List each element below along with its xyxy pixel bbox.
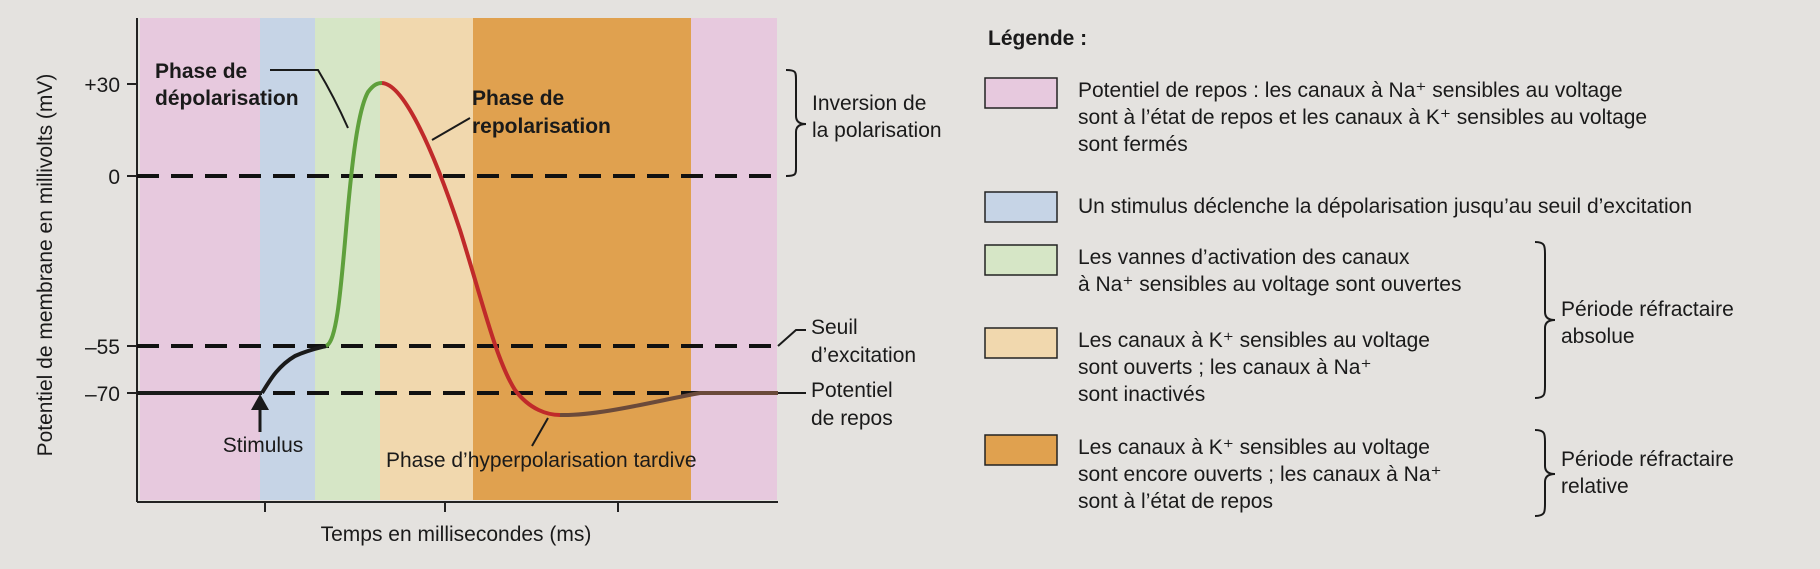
legend-item-5-line3: sont à l’état de repos	[1078, 490, 1273, 513]
y-axis-title: Potentiel de membrane en millivolts (mV)	[34, 73, 57, 457]
resting-label-line2: de repos	[811, 407, 893, 430]
depolarization-label-line1: Phase de	[155, 60, 248, 83]
brace-relative-line1: Période réfractaire	[1561, 448, 1734, 471]
legend-item-4-line3: sont inactivés	[1078, 383, 1206, 406]
legend-item-3-line2: à Na⁺ sensibles au voltage sont ouvertes	[1078, 273, 1462, 296]
y-tick-label-55: –55	[84, 336, 120, 359]
repolarization-label-line1: Phase de	[472, 87, 565, 110]
hyper-label: Phase d’hyperpolarisation tardive	[386, 449, 697, 472]
brace-absolute	[1535, 242, 1555, 398]
inversion-label-line1: Inversion de	[812, 92, 927, 115]
stimulus-label: Stimulus	[222, 434, 304, 457]
inversion-brace	[786, 70, 806, 176]
brace-relative-line2: relative	[1561, 475, 1629, 498]
legend-item-5-line1: Les canaux à K⁺ sensibles au voltage	[1078, 436, 1430, 459]
threshold-label-line2: d’excitation	[811, 344, 917, 367]
repolarization-label-line2: repolarisation	[472, 115, 611, 138]
legend-title: Légende :	[988, 27, 1088, 50]
band-resting-right	[691, 18, 777, 500]
legend-item-1-line1: Potentiel de repos : les canaux à Na⁺ sensibles au voltage	[1078, 79, 1623, 102]
brace-absolute-line2: absolue	[1561, 325, 1635, 348]
legend-swatch-k-open	[985, 328, 1057, 358]
y-tick-label-30: +30	[84, 74, 120, 97]
x-axis-title: Temps en millisecondes (ms)	[320, 523, 592, 546]
y-tick-label-0: 0	[108, 166, 120, 189]
legend-item-1-line3: sont fermés	[1078, 133, 1188, 156]
legend-swatch-k-still-open	[985, 435, 1057, 465]
legend-item-1-line2: sont à l’état de repos et les canaux à K⁺ sensibles au voltage	[1078, 106, 1648, 129]
legend-item-4-line1: Les canaux à K⁺ sensibles au voltage	[1078, 329, 1430, 352]
legend-item-3-line1: Les vannes d’activation des canaux	[1078, 246, 1410, 269]
legend-item-5-line2: sont encore ouverts ; les canaux à Na⁺	[1078, 463, 1442, 486]
threshold-label-line1: Seuil	[811, 316, 858, 339]
legend-item-2-line1: Un stimulus déclenche la dépolarisation jusqu’au seuil d’excitation	[1078, 195, 1693, 218]
legend-swatch-activation	[985, 245, 1057, 275]
brace-absolute-line1: Période réfractaire	[1561, 298, 1734, 321]
legend-swatch-resting	[985, 78, 1057, 108]
inversion-label-line2: la polarisation	[812, 119, 942, 142]
resting-label-line1: Potentiel	[811, 379, 893, 402]
brace-relative	[1535, 430, 1555, 516]
threshold-leader	[778, 330, 806, 346]
y-tick-label-70: –70	[84, 383, 120, 406]
legend-item-4-line2: sont ouverts ; les canaux à Na⁺	[1078, 356, 1372, 379]
depolarization-label-line2: dépolarisation	[155, 87, 299, 110]
legend-swatch-stimulus	[985, 192, 1057, 222]
